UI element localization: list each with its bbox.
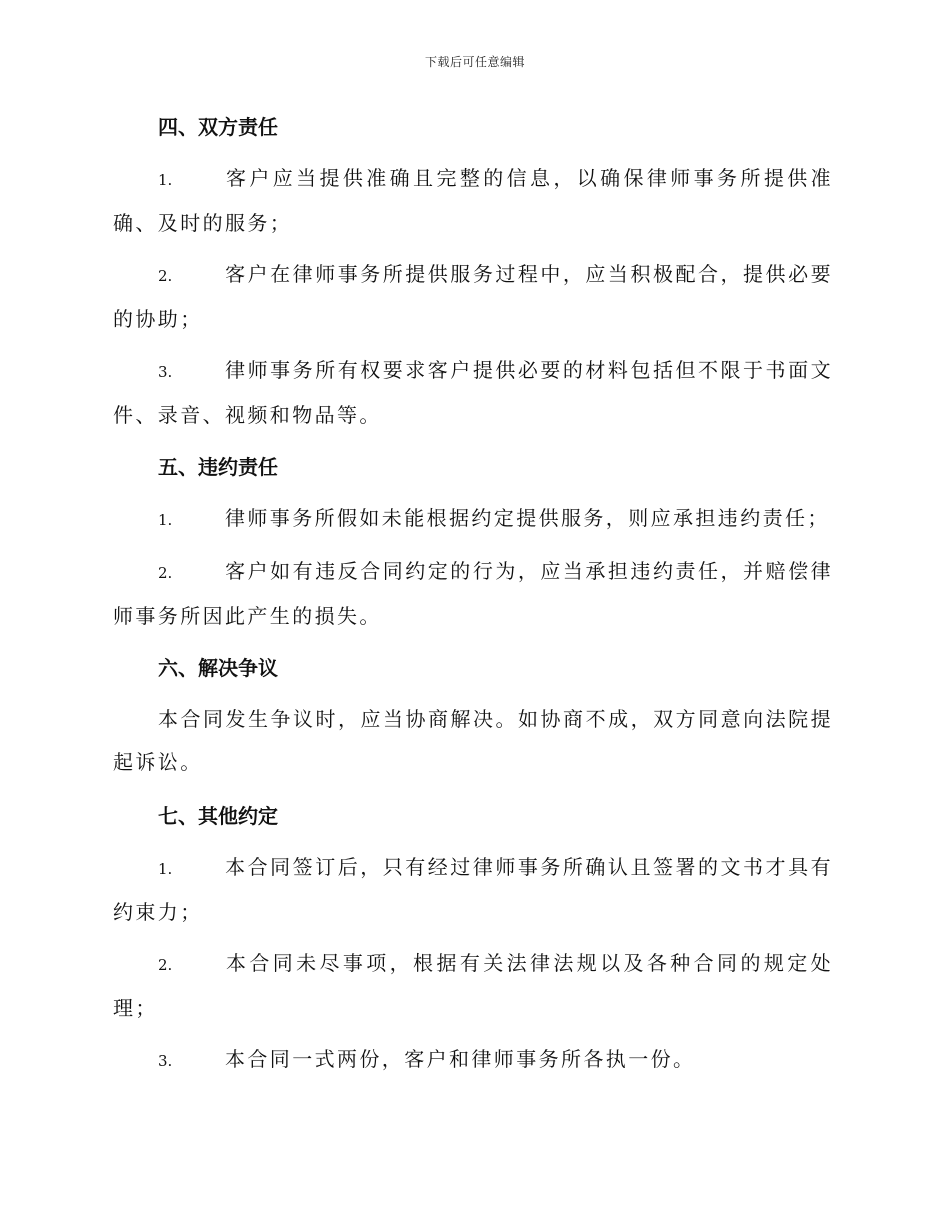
list-item xyxy=(113,349,833,437)
list-item xyxy=(113,550,833,638)
item-text: 本合同一式两份，客户和律师事务所各执一份。 xyxy=(225,1047,696,1071)
item-text: 律师事务所假如未能根据约定提供服务，则应承担违约责任； xyxy=(225,506,830,530)
list-item xyxy=(113,846,833,934)
item-number: 2. xyxy=(158,564,173,582)
list-item xyxy=(113,157,833,245)
item-number: 2. xyxy=(158,956,173,974)
document-body xyxy=(113,105,833,1091)
paragraph: 本合同发生争议时，应当协商解决。如协商不成，双方同意向法院提起诉讼。 xyxy=(113,707,833,774)
item-number: 2. xyxy=(158,267,173,285)
item-text: 客户应当提供准确且完整的信息，以确保律师事务所提供准确、及时的服务； xyxy=(113,166,833,235)
section-heading: 七、其他约定 xyxy=(158,804,278,828)
page-header: 下载后可任意编辑 xyxy=(424,55,525,69)
section-responsibilities xyxy=(113,105,833,437)
item-text: 律师事务所有权要求客户提供必要的材料包括但不限于书面文件、录音、视频和物品等。 xyxy=(113,358,833,427)
list-item xyxy=(113,942,833,1030)
item-text: 客户如有违反合同约定的行为，应当承担违约责任，并赔偿律师事务所因此产生的损失。 xyxy=(113,559,833,628)
section-heading: 六、解决争议 xyxy=(158,656,278,680)
list-item xyxy=(113,1038,833,1083)
item-number: 1. xyxy=(158,511,173,529)
list-item xyxy=(113,253,833,341)
section-heading: 五、违约责任 xyxy=(158,455,278,479)
list-item xyxy=(113,497,833,542)
item-text: 本合同未尽事项，根据有关法律法规以及各种合同的规定处理； xyxy=(113,951,833,1020)
section-heading: 四、双方责任 xyxy=(158,115,278,139)
item-number: 3. xyxy=(158,363,173,381)
item-text: 客户在律师事务所提供服务过程中，应当积极配合，提供必要的协助； xyxy=(113,262,833,331)
section-dispute-resolution xyxy=(113,646,833,784)
item-text: 本合同签订后，只有经过律师事务所确认且签署的文书才具有约束力； xyxy=(113,855,833,924)
item-number: 1. xyxy=(158,860,173,878)
item-number: 3. xyxy=(158,1052,173,1070)
section-breach-liability xyxy=(113,445,833,638)
section-other-terms xyxy=(113,794,833,1083)
item-number: 1. xyxy=(158,171,173,189)
